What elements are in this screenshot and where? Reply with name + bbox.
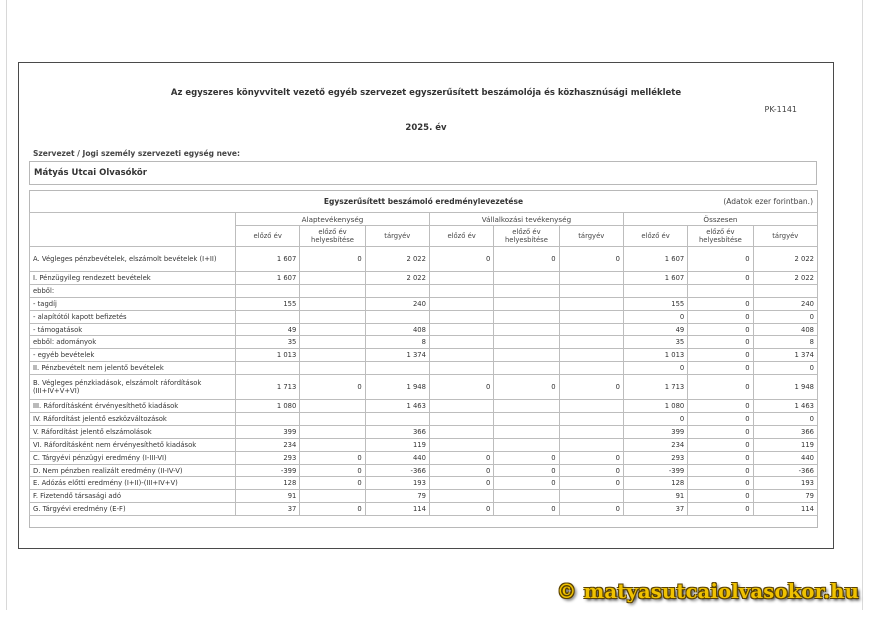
- value-cell: 1 948: [365, 375, 429, 400]
- table-row: [30, 438, 818, 451]
- value-cell: 240: [365, 297, 429, 310]
- value-cell: 0: [429, 477, 493, 490]
- value-cell: 119: [365, 438, 429, 451]
- value-cell: -366: [753, 464, 817, 477]
- value-cell: 0: [623, 413, 687, 426]
- value-cell: 1 080: [236, 400, 300, 413]
- value-cell: [559, 297, 623, 310]
- value-cell: 234: [623, 438, 687, 451]
- table-row: [30, 362, 818, 375]
- value-cell: 0: [559, 451, 623, 464]
- value-cell: 37: [236, 503, 300, 516]
- value-cell: 408: [365, 323, 429, 336]
- table-row: [30, 503, 818, 516]
- value-cell: [429, 413, 493, 426]
- value-cell: 114: [753, 503, 817, 516]
- col-header: előző év: [236, 226, 300, 247]
- row-label: E. Adózás előtti eredmény (I+II)-(III+IV+V): [30, 477, 236, 490]
- table-row: [30, 349, 818, 362]
- value-cell: 0: [623, 310, 687, 323]
- page-edge-right: [862, 0, 863, 610]
- value-cell: [236, 362, 300, 375]
- value-cell: [559, 425, 623, 438]
- value-cell: 49: [623, 323, 687, 336]
- value-cell: 0: [429, 451, 493, 464]
- table-body: [30, 213, 818, 516]
- value-cell: 0: [688, 477, 753, 490]
- value-cell: 293: [236, 451, 300, 464]
- value-cell: [300, 323, 365, 336]
- value-cell: [365, 284, 429, 297]
- value-cell: 440: [365, 451, 429, 464]
- form-code: PK-1141: [764, 105, 797, 114]
- value-cell: 0: [429, 375, 493, 400]
- value-cell: [494, 438, 559, 451]
- value-cell: [753, 284, 817, 297]
- corner-cell: [30, 213, 236, 247]
- value-cell: 8: [753, 336, 817, 349]
- row-label: - egyéb bevételek: [30, 349, 236, 362]
- value-cell: 8: [365, 336, 429, 349]
- row-label: C. Tárgyévi pénzügyi eredmény (I-III-VI): [30, 451, 236, 464]
- value-cell: [429, 438, 493, 451]
- group-header-core: Alaptevékenység: [236, 213, 430, 226]
- value-cell: 79: [365, 490, 429, 503]
- value-cell: 440: [753, 451, 817, 464]
- group-header-business: Vállalkozási tevékenység: [429, 213, 623, 226]
- value-cell: [559, 362, 623, 375]
- row-label: G. Tárgyévi eredmény (E-F): [30, 503, 236, 516]
- row-label: D. Nem pénzben realizált eredmény (II-IV-V): [30, 464, 236, 477]
- scanned-form: [18, 62, 834, 549]
- value-cell: 0: [429, 464, 493, 477]
- value-cell: 0: [494, 477, 559, 490]
- income-statement-table: [29, 212, 818, 516]
- organization-name: Mátyás Utcai Olvasókör: [34, 168, 147, 178]
- col-header: tárgyév: [753, 226, 817, 247]
- value-cell: 0: [688, 336, 753, 349]
- col-header: előző év helyesbítése: [300, 226, 365, 247]
- row-label: II. Pénzbevételt nem jelentő bevételek: [30, 362, 236, 375]
- value-cell: [429, 336, 493, 349]
- value-cell: 0: [300, 375, 365, 400]
- table-row: [30, 425, 818, 438]
- value-cell: 91: [236, 490, 300, 503]
- row-label: - támogatások: [30, 323, 236, 336]
- row-label: A. Végleges pénzbevételek, elszámolt bevételek (I+II): [30, 247, 236, 272]
- value-cell: [300, 310, 365, 323]
- group-header-total: Összesen: [623, 213, 817, 226]
- value-cell: 1 374: [753, 349, 817, 362]
- value-cell: [559, 400, 623, 413]
- value-cell: [365, 413, 429, 426]
- value-cell: 0: [688, 247, 753, 272]
- value-cell: [494, 349, 559, 362]
- value-cell: 293: [623, 451, 687, 464]
- value-cell: 0: [300, 503, 365, 516]
- value-cell: 193: [753, 477, 817, 490]
- value-cell: [494, 310, 559, 323]
- value-cell: [494, 284, 559, 297]
- value-cell: [494, 362, 559, 375]
- row-label: - tagdíj: [30, 297, 236, 310]
- value-cell: [300, 297, 365, 310]
- value-cell: 2 022: [365, 247, 429, 272]
- value-cell: 0: [300, 464, 365, 477]
- value-cell: 0: [623, 362, 687, 375]
- value-cell: [300, 413, 365, 426]
- value-cell: [300, 438, 365, 451]
- table-row: [30, 284, 818, 297]
- value-cell: 0: [559, 247, 623, 272]
- income-statement-title: Egyszerűsített beszámoló eredménylevezetése: [323, 197, 524, 206]
- value-cell: 0: [429, 247, 493, 272]
- value-cell: 0: [494, 375, 559, 400]
- value-cell: [559, 349, 623, 362]
- value-cell: 366: [753, 425, 817, 438]
- value-cell: 0: [300, 247, 365, 272]
- row-label: F. Fizetendő társasági adó: [30, 490, 236, 503]
- value-cell: -399: [236, 464, 300, 477]
- table-row: [30, 400, 818, 413]
- value-cell: [494, 490, 559, 503]
- table-row: [30, 272, 818, 285]
- value-cell: [429, 490, 493, 503]
- value-cell: 1 013: [623, 349, 687, 362]
- table-row: [30, 490, 818, 503]
- document-title: Az egyszeres könyvvitelt vezető egyéb szervezet egyszerűsített beszámolója és közhasznúsági melléklete: [170, 88, 682, 98]
- table-row: [30, 336, 818, 349]
- value-cell: [429, 425, 493, 438]
- value-cell: 0: [753, 362, 817, 375]
- col-header: tárgyév: [365, 226, 429, 247]
- row-label: - alapítótól kapott befizetés: [30, 310, 236, 323]
- row-label: I. Pénzügyileg rendezett bevételek: [30, 272, 236, 285]
- value-cell: 399: [623, 425, 687, 438]
- value-cell: [429, 310, 493, 323]
- value-cell: 0: [494, 247, 559, 272]
- value-cell: [494, 323, 559, 336]
- table-row: [30, 375, 818, 400]
- value-cell: [559, 284, 623, 297]
- row-label: B. Végleges pénzkiadások, elszámolt ráfordítások (III+IV+V+VI): [30, 375, 236, 400]
- value-cell: 0: [559, 503, 623, 516]
- value-cell: [300, 425, 365, 438]
- value-cell: [365, 362, 429, 375]
- value-cell: 240: [753, 297, 817, 310]
- value-cell: [559, 438, 623, 451]
- value-cell: 119: [753, 438, 817, 451]
- value-cell: 0: [494, 451, 559, 464]
- table-row: [30, 297, 818, 310]
- value-cell: [300, 349, 365, 362]
- value-cell: 0: [688, 349, 753, 362]
- value-cell: [365, 310, 429, 323]
- value-cell: [688, 284, 753, 297]
- value-cell: [559, 323, 623, 336]
- value-cell: 0: [688, 323, 753, 336]
- value-cell: [429, 272, 493, 285]
- value-cell: 0: [300, 451, 365, 464]
- value-cell: [429, 297, 493, 310]
- income-statement: [29, 190, 818, 528]
- value-cell: 1 463: [753, 400, 817, 413]
- value-cell: 1 607: [623, 247, 687, 272]
- value-cell: [494, 413, 559, 426]
- value-cell: 1 013: [236, 349, 300, 362]
- page-edge-left: [6, 0, 7, 610]
- table-row: [30, 464, 818, 477]
- value-cell: 128: [623, 477, 687, 490]
- value-cell: 0: [494, 503, 559, 516]
- value-cell: 128: [236, 477, 300, 490]
- value-cell: 0: [688, 375, 753, 400]
- value-cell: [623, 284, 687, 297]
- value-cell: [236, 413, 300, 426]
- value-cell: 0: [688, 297, 753, 310]
- table-row: [30, 413, 818, 426]
- row-label: VI. Ráfordításként nem érvényesíthető kiadások: [30, 438, 236, 451]
- value-cell: 1 374: [365, 349, 429, 362]
- value-cell: 1 607: [236, 272, 300, 285]
- value-cell: 1 713: [623, 375, 687, 400]
- value-cell: [494, 425, 559, 438]
- table-row: [30, 310, 818, 323]
- value-cell: [494, 272, 559, 285]
- table-row: [30, 451, 818, 464]
- value-cell: [300, 490, 365, 503]
- value-cell: 0: [688, 438, 753, 451]
- row-label: ebből:: [30, 284, 236, 297]
- value-cell: 2 022: [753, 272, 817, 285]
- value-cell: 0: [559, 464, 623, 477]
- col-header: tárgyév: [559, 226, 623, 247]
- value-cell: [429, 362, 493, 375]
- value-cell: -366: [365, 464, 429, 477]
- group-header-row: [30, 213, 818, 226]
- row-label: V. Ráfordítást jelentő elszámolások: [30, 425, 236, 438]
- value-cell: 79: [753, 490, 817, 503]
- value-cell: [559, 413, 623, 426]
- value-cell: 1 607: [623, 272, 687, 285]
- value-cell: 0: [429, 503, 493, 516]
- table-row: [30, 323, 818, 336]
- value-cell: 234: [236, 438, 300, 451]
- value-cell: 0: [688, 362, 753, 375]
- value-cell: 0: [688, 464, 753, 477]
- row-label: III. Ráfordításként érvényesíthető kiadások: [30, 400, 236, 413]
- value-cell: [300, 336, 365, 349]
- report-year: 2025. év: [405, 123, 447, 133]
- value-cell: [559, 310, 623, 323]
- col-header: előző év helyesbítése: [688, 226, 753, 247]
- value-cell: 0: [688, 503, 753, 516]
- value-cell: 0: [753, 310, 817, 323]
- value-cell: 408: [753, 323, 817, 336]
- value-cell: [494, 336, 559, 349]
- col-header: előző év: [429, 226, 493, 247]
- value-cell: 0: [559, 375, 623, 400]
- value-cell: 0: [688, 425, 753, 438]
- value-cell: 0: [688, 413, 753, 426]
- value-cell: 114: [365, 503, 429, 516]
- value-cell: [559, 490, 623, 503]
- value-cell: 0: [559, 477, 623, 490]
- value-cell: [236, 284, 300, 297]
- value-cell: 1 948: [753, 375, 817, 400]
- value-cell: 155: [623, 297, 687, 310]
- col-header: előző év helyesbítése: [494, 226, 559, 247]
- value-cell: [300, 400, 365, 413]
- value-cell: [300, 362, 365, 375]
- value-cell: 91: [623, 490, 687, 503]
- value-cell: 0: [688, 310, 753, 323]
- value-cell: 35: [236, 336, 300, 349]
- value-cell: [559, 272, 623, 285]
- value-cell: 2 022: [365, 272, 429, 285]
- value-cell: 0: [688, 451, 753, 464]
- value-cell: [429, 284, 493, 297]
- value-cell: 2 022: [753, 247, 817, 272]
- value-cell: [429, 323, 493, 336]
- value-cell: 35: [623, 336, 687, 349]
- value-cell: 0: [688, 400, 753, 413]
- value-cell: 1 713: [236, 375, 300, 400]
- value-cell: 49: [236, 323, 300, 336]
- value-cell: 193: [365, 477, 429, 490]
- value-cell: 0: [688, 490, 753, 503]
- value-cell: [494, 400, 559, 413]
- value-cell: 1 080: [623, 400, 687, 413]
- income-statement-header: [30, 191, 817, 213]
- value-cell: [559, 336, 623, 349]
- value-cell: 0: [300, 477, 365, 490]
- value-cell: [429, 400, 493, 413]
- value-cell: [300, 272, 365, 285]
- organization-box: [29, 161, 817, 185]
- value-cell: 1 463: [365, 400, 429, 413]
- value-cell: 1 607: [236, 247, 300, 272]
- col-header: előző év: [623, 226, 687, 247]
- value-cell: [429, 349, 493, 362]
- table-row: [30, 477, 818, 490]
- value-cell: 0: [494, 464, 559, 477]
- copyright-watermark: © matyasutcaiolvasokor.hu: [556, 580, 859, 603]
- value-cell: [494, 297, 559, 310]
- row-label: ebből: adományok: [30, 336, 236, 349]
- value-cell: 37: [623, 503, 687, 516]
- value-cell: 0: [688, 272, 753, 285]
- row-label: IV. Ráfordítást jelentő eszközváltozások: [30, 413, 236, 426]
- value-cell: [236, 310, 300, 323]
- value-cell: 0: [753, 413, 817, 426]
- value-cell: 399: [236, 425, 300, 438]
- organization-label: Szervezet / Jogi személy szervezeti egység neve:: [33, 149, 240, 158]
- value-cell: [300, 284, 365, 297]
- unit-note: (Adatok ezer forintban.): [723, 197, 813, 206]
- value-cell: 366: [365, 425, 429, 438]
- value-cell: -399: [623, 464, 687, 477]
- table-row: [30, 247, 818, 272]
- value-cell: 155: [236, 297, 300, 310]
